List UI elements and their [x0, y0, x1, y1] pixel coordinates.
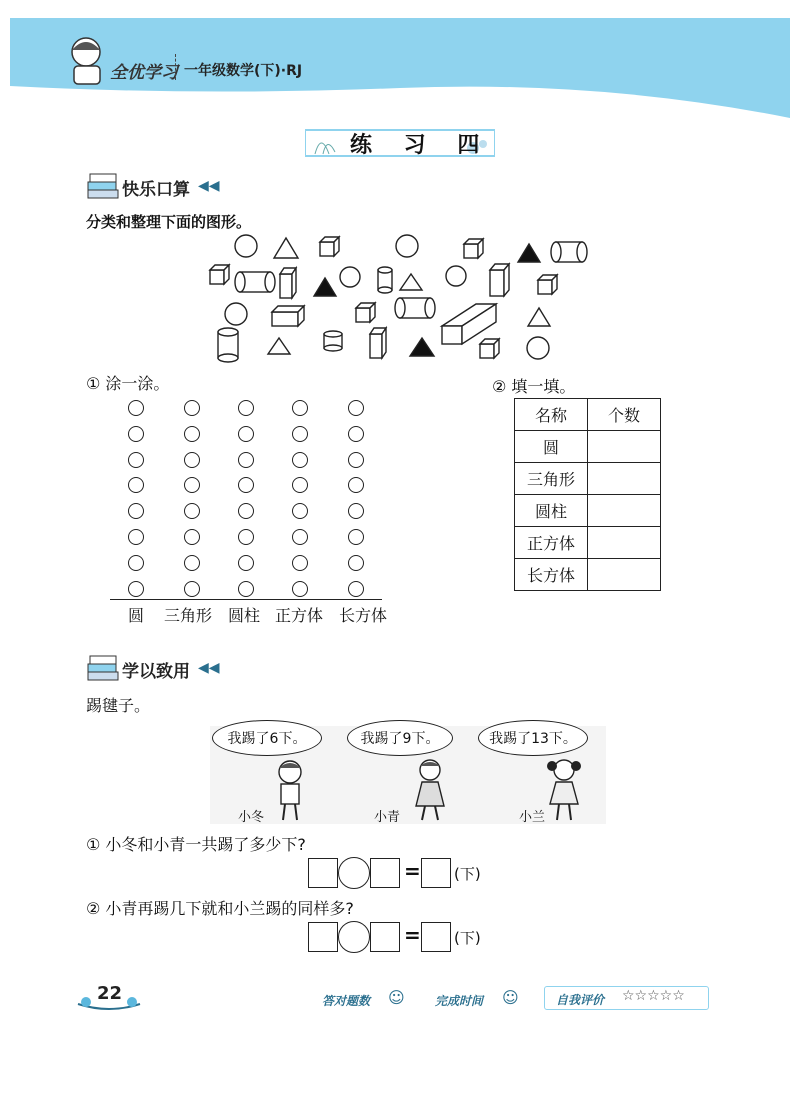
coloring-circle[interactable]	[128, 452, 144, 468]
table-cell-blank[interactable]	[588, 431, 661, 463]
page-title: 练 习 四	[350, 133, 492, 158]
chart-baseline	[110, 599, 382, 600]
self-eval-label: 自我评价	[556, 993, 605, 1007]
shape-cube	[210, 265, 229, 284]
shape-cylinder-lying	[235, 272, 275, 292]
coloring-circle[interactable]	[348, 477, 364, 493]
operator-circle[interactable]	[338, 921, 370, 953]
coloring-circle[interactable]	[128, 581, 144, 597]
books-icon	[86, 170, 122, 200]
shape-triangle-filled	[410, 338, 434, 356]
shape-circle	[225, 303, 247, 325]
shape-triangle	[400, 274, 422, 290]
coloring-circle[interactable]	[348, 503, 364, 519]
shape-circle	[527, 337, 549, 359]
coloring-circle[interactable]	[184, 529, 200, 545]
coloring-circle[interactable]	[292, 581, 308, 597]
coloring-circle[interactable]	[292, 529, 308, 545]
table-header-count: 个数	[588, 399, 661, 431]
answer-box-result[interactable]	[421, 922, 451, 952]
shape-triangle-filled	[314, 278, 336, 296]
correct-count-label: 答对题数	[322, 994, 371, 1008]
part2-label: ② 填一填。	[492, 377, 576, 396]
speech-bubble-xiaodong: 我踢了6下。	[212, 720, 322, 756]
coloring-circle[interactable]	[348, 426, 364, 442]
smiley-icon: ☺	[388, 988, 405, 1007]
table-row	[515, 559, 661, 591]
kid-name-xiaoqing: 小青	[374, 810, 401, 825]
shape-triangle	[528, 308, 550, 326]
operator-circle[interactable]	[338, 857, 370, 889]
problem-intro: 踢毽子。	[86, 696, 151, 715]
axis-label-circle: 圆	[128, 606, 145, 625]
table-row	[515, 463, 661, 495]
coloring-circle[interactable]	[128, 426, 144, 442]
equals-sign: =	[404, 923, 421, 947]
coloring-circle[interactable]	[292, 555, 308, 571]
table-cell-blank[interactable]	[588, 495, 661, 527]
coloring-circle[interactable]	[238, 452, 254, 468]
time-label: 完成时间	[435, 994, 484, 1008]
table-cell-blank[interactable]	[588, 463, 661, 495]
coloring-circle[interactable]	[184, 555, 200, 571]
axis-label-cube: 正方体	[275, 606, 324, 625]
student-mascot-icon	[62, 34, 112, 88]
axis-label-cylinder: 圆柱	[228, 606, 261, 625]
arrow-decoration-icon: ◀◀	[198, 178, 220, 194]
coloring-circle[interactable]	[238, 555, 254, 571]
speech-bubble-xiaolan: 我踢了13下。	[478, 720, 588, 756]
shape-cube	[356, 303, 375, 322]
shape-cuboid-tall	[490, 264, 509, 296]
table-cell-blank[interactable]	[588, 559, 661, 591]
kid-name-xiaodong: 小冬	[238, 810, 265, 825]
coloring-circle[interactable]	[238, 426, 254, 442]
table-cell-shape: 圆	[515, 431, 588, 463]
coloring-circle[interactable]	[238, 581, 254, 597]
coloring-circle[interactable]	[184, 503, 200, 519]
coloring-circle[interactable]	[238, 529, 254, 545]
books-icon	[86, 652, 122, 682]
coloring-circle[interactable]	[128, 555, 144, 571]
shape-circle	[235, 235, 257, 257]
answer-box-result[interactable]	[421, 858, 451, 888]
shapes-cluster	[200, 232, 600, 367]
shape-circle	[396, 235, 418, 257]
answer-box[interactable]	[308, 922, 338, 952]
coloring-circle[interactable]	[348, 581, 364, 597]
shape-cube	[480, 339, 499, 358]
table-row	[515, 431, 661, 463]
coloring-grid	[124, 398, 384, 598]
count-table	[514, 398, 661, 591]
table-row	[515, 527, 661, 559]
header-divider	[175, 54, 177, 80]
instruction-text: 分类和整理下面的图形。	[86, 213, 252, 231]
coloring-circle[interactable]	[184, 426, 200, 442]
coloring-circle[interactable]	[292, 503, 308, 519]
table-cell-shape: 三角形	[515, 463, 588, 495]
answer-box[interactable]	[370, 858, 400, 888]
coloring-circle[interactable]	[184, 400, 200, 416]
axis-label-cuboid: 长方体	[339, 606, 388, 625]
shape-cylinder-upright	[218, 328, 238, 362]
coloring-circle[interactable]	[348, 555, 364, 571]
shape-cylinder-upright	[378, 267, 392, 293]
speech-bubble-xiaoqing: 我踢了9下。	[347, 720, 453, 756]
coloring-circle[interactable]	[184, 452, 200, 468]
shape-cube	[320, 237, 339, 256]
equals-sign: =	[404, 859, 421, 883]
table-header-name: 名称	[515, 399, 588, 431]
shape-triangle	[268, 338, 290, 354]
shape-cube	[464, 239, 483, 258]
shape-cuboid-tall	[370, 328, 386, 358]
table-cell-blank[interactable]	[588, 527, 661, 559]
coloring-circle[interactable]	[128, 477, 144, 493]
shape-cylinder-lying	[551, 242, 587, 262]
coloring-circle[interactable]	[292, 426, 308, 442]
coloring-circle[interactable]	[292, 452, 308, 468]
section-label-xueyi: 学以致用	[122, 662, 190, 682]
shape-cylinder-upright	[324, 331, 342, 351]
girl-figure-icon	[544, 756, 584, 822]
table-row	[515, 495, 661, 527]
coloring-circle[interactable]	[184, 581, 200, 597]
shape-cuboid-flat	[272, 306, 304, 326]
coloring-circle[interactable]	[238, 503, 254, 519]
shape-cylinder-lying	[395, 298, 435, 318]
coloring-circle[interactable]	[128, 503, 144, 519]
coloring-circle[interactable]	[348, 529, 364, 545]
shape-circle	[446, 266, 466, 286]
part1-label: ① 涂一涂。	[86, 374, 170, 393]
coloring-circle[interactable]	[348, 452, 364, 468]
coloring-circle[interactable]	[348, 400, 364, 416]
page-number: 22	[97, 983, 123, 1004]
shape-circle	[340, 267, 360, 287]
question-1: ① 小冬和小青一共踢了多少下?	[86, 835, 306, 854]
rating-stars[interactable]: ☆☆☆☆☆	[622, 988, 685, 1004]
table-header-row	[515, 399, 661, 431]
boy-figure-icon	[270, 758, 310, 822]
shape-cube	[538, 275, 557, 294]
coloring-circle[interactable]	[238, 400, 254, 416]
coloring-circle[interactable]	[128, 529, 144, 545]
shape-triangle	[274, 238, 298, 258]
smiley-icon: ☺	[502, 988, 519, 1007]
coloring-circle[interactable]	[128, 400, 144, 416]
table-cell-shape: 长方体	[515, 559, 588, 591]
kid-name-xiaolan: 小兰	[519, 810, 546, 825]
coloring-circle[interactable]	[238, 477, 254, 493]
book-subject: 一年级数学(下)·RJ	[184, 63, 303, 79]
coloring-circle[interactable]	[292, 400, 308, 416]
unit-label: (下)	[454, 929, 481, 947]
arrow-decoration-icon: ◀◀	[198, 660, 220, 676]
brand-logo: 全优学习	[110, 63, 178, 83]
section-label-kuaile: 快乐口算	[122, 180, 190, 200]
shape-cuboid-long	[442, 304, 496, 344]
girl-figure-icon	[410, 756, 450, 822]
axis-label-triangle: 三角形	[164, 606, 213, 625]
shape-cuboid-tall	[280, 268, 296, 298]
question-2: ② 小青再踢几下就和小兰踢的同样多?	[86, 899, 354, 918]
table-cell-shape: 正方体	[515, 527, 588, 559]
table-cell-shape: 圆柱	[515, 495, 588, 527]
shape-triangle-filled	[518, 244, 540, 262]
answer-box[interactable]	[308, 858, 338, 888]
answer-box[interactable]	[370, 922, 400, 952]
unit-label: (下)	[454, 865, 481, 883]
coloring-circle[interactable]	[184, 477, 200, 493]
coloring-circle[interactable]	[292, 477, 308, 493]
